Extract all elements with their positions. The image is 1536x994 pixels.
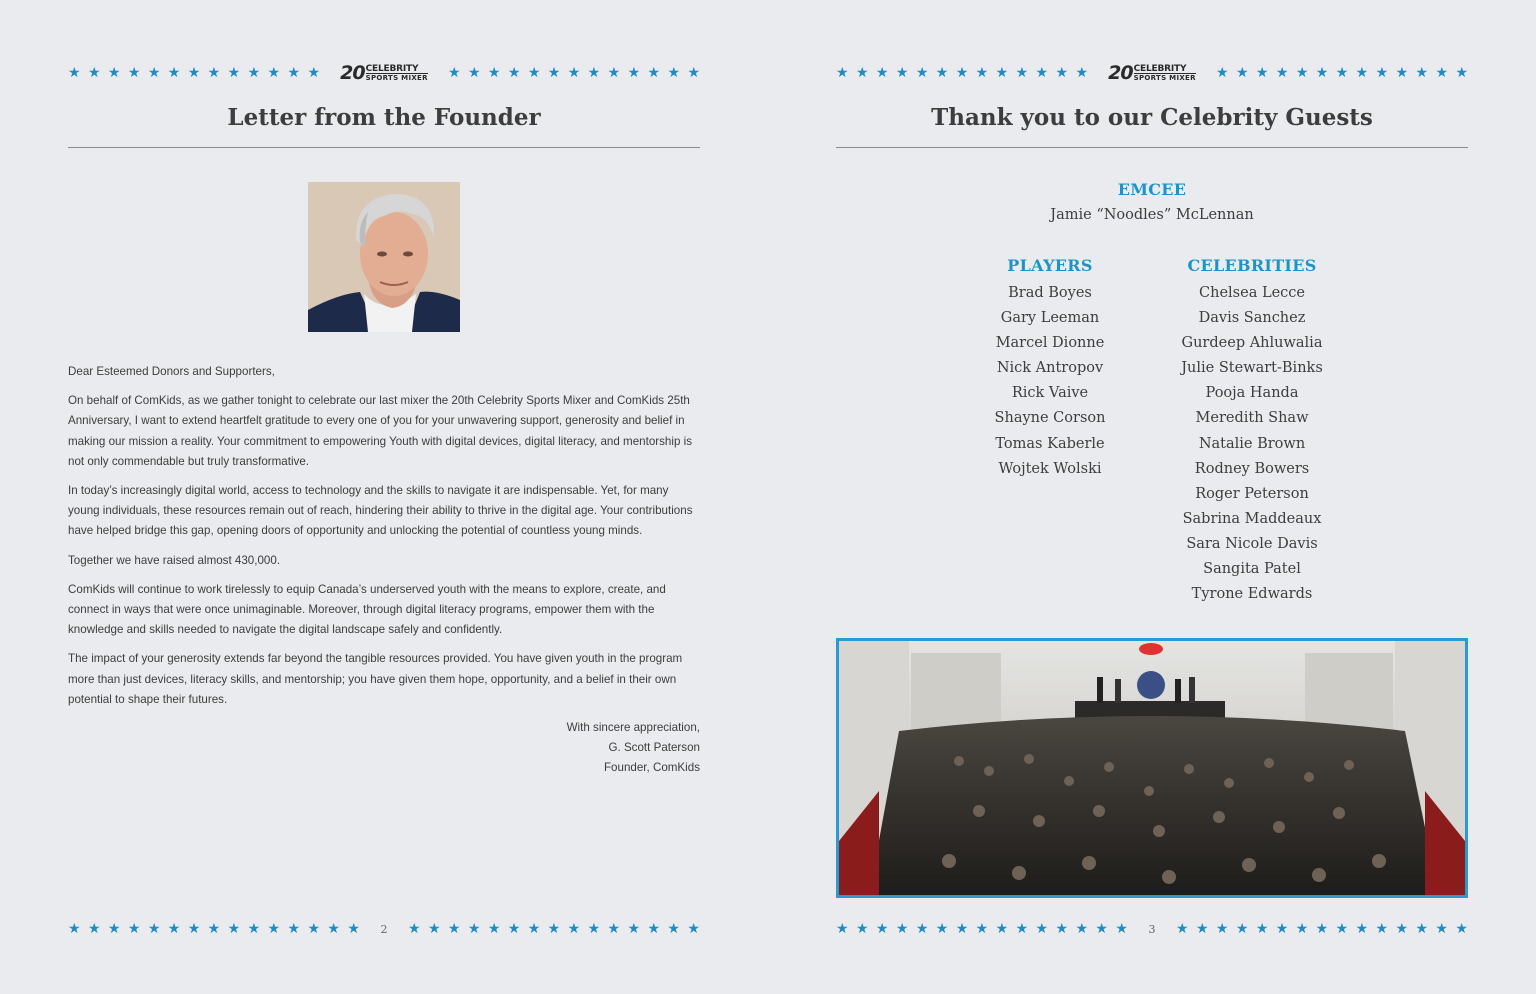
celebrity-name: Sara Nicole Davis (1186, 535, 1318, 552)
letter-paragraph: In today’s increasingly digital world, access to technology and the skills to navigate it are indispensable. Yet, for many young individuals, these resources remain out of reach, hindering their ability to thrive in the digital age. Your contributions have helped bridge this gap, opening doors of opportunity and unlocking the potential of countless young minds. (68, 484, 693, 538)
celebrities-column (1162, 256, 1342, 607)
celebrity-name: Davis Sanchez (1198, 310, 1306, 327)
signer-title: Founder, ComKids (603, 761, 700, 775)
celebrity-name: Chelsea Lecce (1199, 285, 1305, 301)
celebrity-name: Meredith Shaw (1195, 410, 1309, 427)
celebrity-name: Rodney Bowers (1194, 460, 1310, 477)
celebrity-name: Natalie Brown (1198, 435, 1306, 452)
closing-line: With sincere appreciation, (566, 721, 700, 734)
star-divider: ★ ★ ★ ★ ★ ★ ★ ★ ★ ★ ★ ★ ★ (836, 65, 1088, 81)
player-name: Wojtek Wolski (998, 460, 1102, 477)
title-divider (836, 147, 1468, 148)
celebrity-name: Gurdeep Ahluwalia (1181, 335, 1323, 352)
celebrity-name: Tyrone Edwards (1191, 586, 1313, 603)
celebrity-name: Sangita Patel (1203, 561, 1301, 578)
star-divider: ★ ★ ★ ★ ★ ★ ★ ★ ★ ★ ★ ★ ★ (1216, 65, 1468, 81)
letter-salutation: Dear Esteemed Donors and Supporters, (68, 365, 275, 378)
star-divider: ★ ★ ★ ★ ★ ★ ★ ★ ★ ★ ★ ★ ★ ★ ★ (408, 921, 700, 937)
player-name: Nick Antropov (996, 360, 1104, 377)
header-star-row (68, 64, 700, 82)
celebrity-name: Roger Peterson (1195, 485, 1309, 502)
celebrities-heading: CELEBRITIES (1187, 256, 1317, 275)
emcee-name: Jamie “Noodles” McLennan (1050, 207, 1254, 223)
celebrity-name: Pooja Handa (1205, 385, 1299, 402)
player-name: Tomas Kaberle (995, 435, 1105, 452)
celebrity-name: Sabrina Maddeaux (1182, 510, 1322, 527)
emcee-section (836, 180, 1468, 223)
letter-signoff (567, 718, 700, 779)
founder-portrait (308, 182, 460, 332)
celebrity-name: Julie Stewart-Binks (1181, 360, 1323, 377)
star-divider: ★ ★ ★ ★ ★ ★ ★ ★ ★ ★ ★ ★ ★ (68, 65, 320, 81)
emcee-heading: EMCEE (1117, 180, 1187, 199)
player-name: Brad Boyes (1008, 285, 1092, 301)
celebrity-sports-mixer-logo: 20 CELEBRITY SPORTS MIXER (1108, 62, 1196, 84)
players-column (970, 256, 1130, 482)
celebrity-sports-mixer-logo: 20 CELEBRITY SPORTS MIXER (340, 62, 428, 84)
players-heading: PLAYERS (1007, 256, 1093, 275)
player-name: Marcel Dionne (995, 335, 1105, 352)
star-divider: ★ ★ ★ ★ ★ ★ ★ ★ ★ ★ ★ ★ ★ (448, 65, 700, 81)
signer-name: G. Scott Paterson (608, 741, 700, 755)
star-divider: ★ ★ ★ ★ ★ ★ ★ ★ ★ ★ ★ ★ ★ ★ ★ (836, 921, 1128, 937)
right-page (836, 0, 1468, 994)
title-divider (68, 147, 700, 148)
player-name: Shayne Corson (994, 410, 1106, 427)
letter-paragraph: Together we have raised almost 430,000. (68, 553, 281, 567)
page-title: Letter from the Founder (227, 104, 541, 131)
player-name: Gary Leeman (1000, 310, 1100, 327)
star-divider: ★ ★ ★ ★ ★ ★ ★ ★ ★ ★ ★ ★ ★ ★ ★ (1176, 921, 1468, 937)
letter-paragraph: ComKids will continue to work tirelessly to equip Canada’s underserved youth with the means to explore, create, and connect in ways that were once unimaginable. Moreover, through digital literacy programs, empower them with the knowledge and skills needed to navigate the digital landscape safely and confidently. (68, 582, 666, 637)
founder-letter (68, 362, 700, 719)
star-divider: ★ ★ ★ ★ ★ ★ ★ ★ ★ ★ ★ ★ ★ ★ ★ (68, 921, 360, 937)
page-number: 3 (1148, 922, 1156, 936)
event-crowd-photo (836, 638, 1468, 898)
letter-paragraph: The impact of your generosity extends far beyond the tangible resources provided. You have given youth in the program more than just devices, literacy skills, and mentorship; you have given them hope, opportunity, and a belief in their own potential to shape their futures. (68, 652, 683, 706)
page-title: Thank you to our Celebrity Guests (931, 104, 1373, 131)
left-page (68, 0, 700, 994)
footer-star-row (836, 920, 1468, 938)
header-star-row (836, 64, 1468, 82)
letter-paragraph: On behalf of ComKids, as we gather tonight to celebrate our last mixer the 20th Celebrity Sports Mixer and ComKids 25th Anniversary, I want to extend heartfelt gratitude to every one of you for your unwavering support, generosity and belief in making our mission a reality. Your commitment to empowering Youth with digital devices, digital literacy, and mentorship is not only commendable but truly transformative. (68, 394, 692, 468)
footer-star-row (68, 920, 700, 938)
page-number: 2 (380, 922, 388, 936)
player-name: Rick Vaive (1011, 385, 1089, 402)
